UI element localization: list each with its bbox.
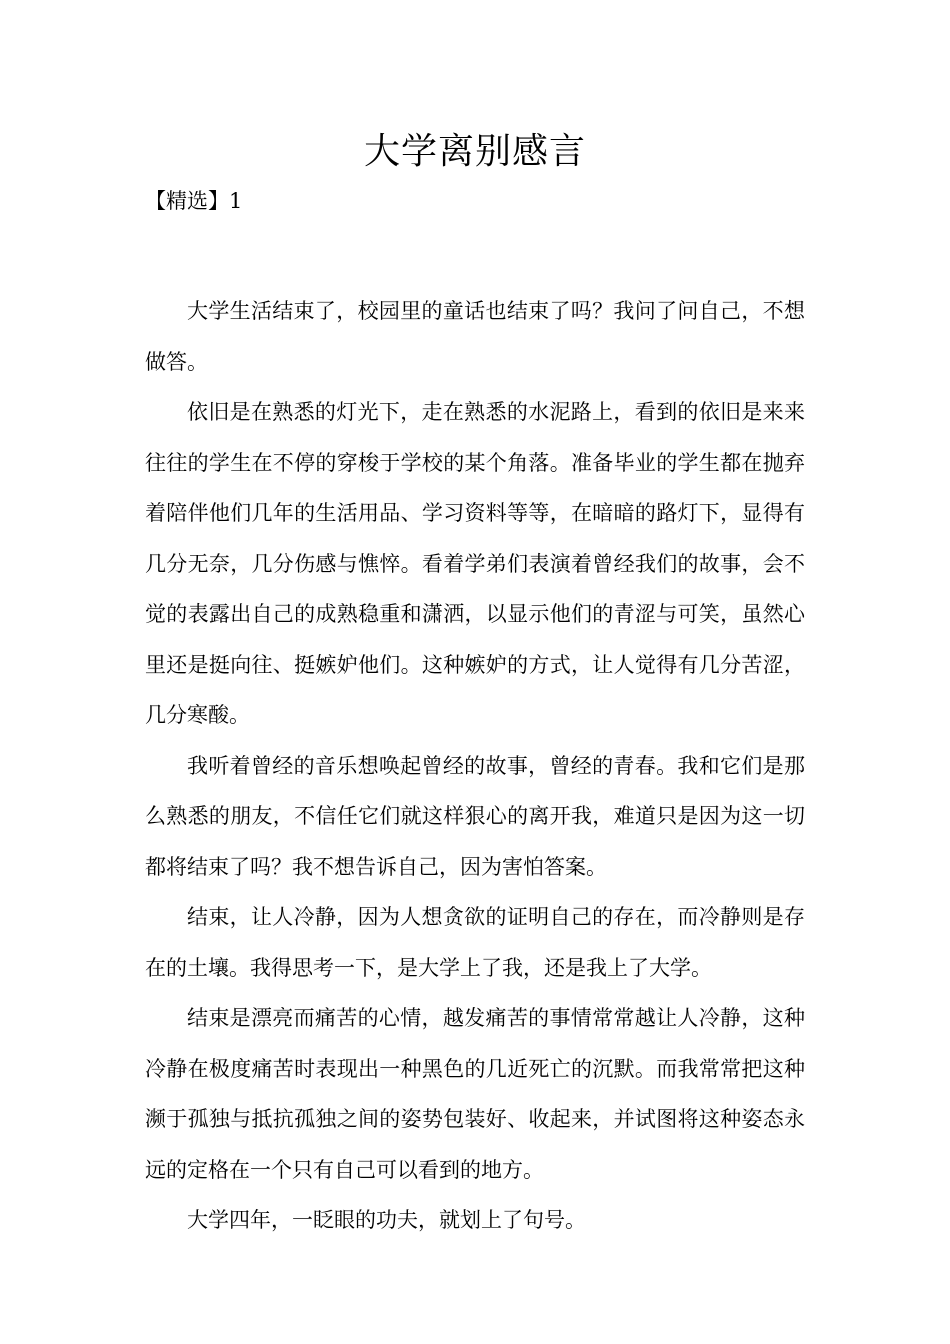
paragraph: 依旧是在熟悉的灯光下，走在熟悉的水泥路上，看到的依旧是来来往往的学生在不停的穿梭于学校的某个角落。准备毕业的学生都在抛弃着陪伴他们几年的生活用品、学习资料等等，在暗暗的路灯下，显得有几分无奈，几分伤感与憔悴。看着学弟们表演着曾经我们的故事，会不觉的表露出自己的成熟稳重和潇洒，以显示他们的青涩与可笑，虽然心里还是挺向往、挺嫉妒他们。这种嫉妒的方式，让人觉得有几分苦涩，几分寒酸。 <box>145 400 805 727</box>
document-title: 大学离别感言 <box>363 131 586 172</box>
paragraph: 结束，让人冷静，因为人想贪欲的证明自己的存在，而冷静则是存在的土壤。我得思考一下，是大学上了我，还是我上了大学。 <box>145 905 805 980</box>
paragraph: 大学生活结束了，校园里的童话也结束了吗？我问了问自己，不想做答。 <box>145 299 805 374</box>
document-subtitle: 【精选】1 <box>145 189 243 213</box>
paragraph: 我听着曾经的音乐想唤起曾经的故事，曾经的青春。我和它们是那么熟悉的朋友，不信任它们就这样狠心的离开我，难道只是因为这一切都将结束了吗？我不想告诉自己，因为害怕答案。 <box>145 753 805 879</box>
paragraph: 大学四年，一眨眼的功夫，就划上了句号。 <box>187 1208 586 1232</box>
document-body <box>145 286 805 1246</box>
paragraph: 结束是漂亮而痛苦的心情，越发痛苦的事情常常越让人冷静，这种冷静在极度痛苦时表现出一种黑色的几近死亡的沉默。而我常常把这种濒于孤独与抵抗孤独之间的姿势包装好、收起来，并试图将这种姿态永远的定格在一个只有自己可以看到的地方。 <box>145 1006 805 1182</box>
